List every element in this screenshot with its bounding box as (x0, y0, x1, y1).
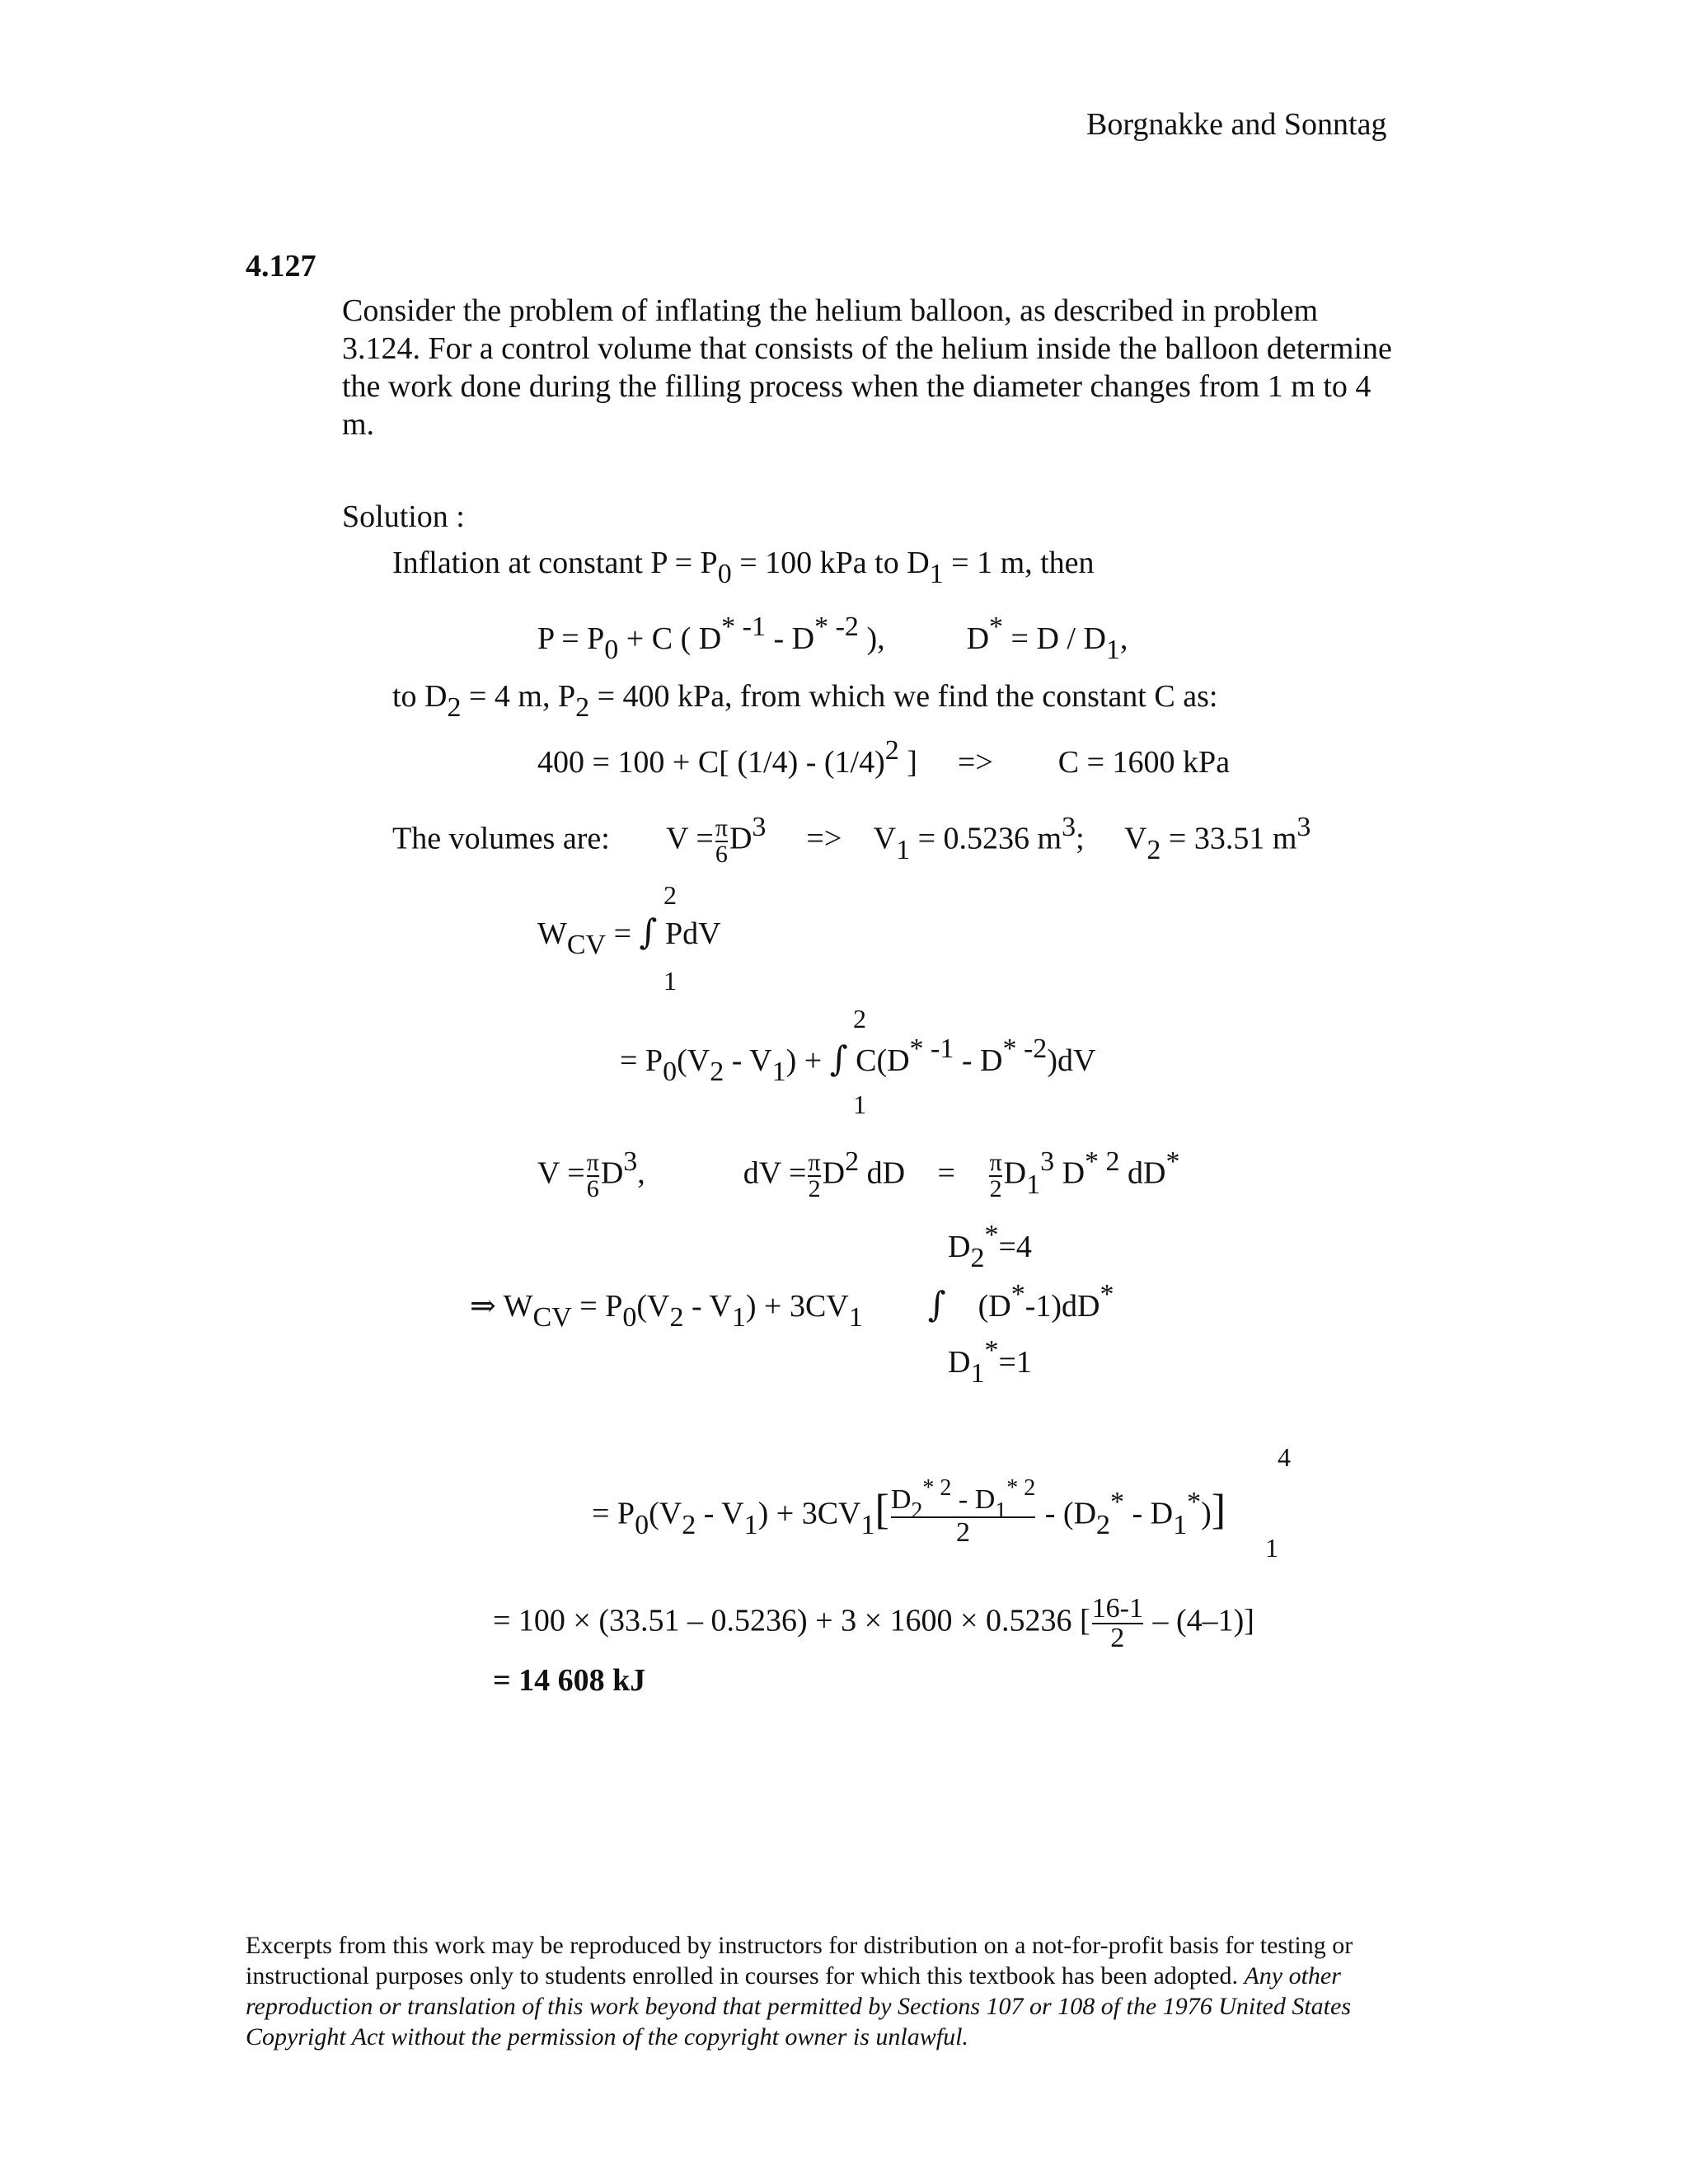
equation-work-definition: WCV = ∫ PdV (537, 912, 721, 960)
copyright-footer (246, 1930, 1449, 2052)
equation-volumes: The volumes are: V = $\frac{\pi}{6}$ D3 => V1 = 0.5236 m3; V2 = 33.51 m3 (392, 811, 1311, 868)
footer-italic-text: Any other reproduction or translation of this work beyond that permitted by Sections 107 or 108 of the 1976 United States Copyright Act without the permission of the copyright owner is unlawful. (246, 1962, 1352, 2050)
problem-number: 4.127 (246, 249, 316, 284)
solution-line-final-state: to D2 = 4 m, P2 = 400 kPa, from which we find the constant C as: (392, 679, 1218, 723)
equation-work-reduced: ⇒ WCV = P0(V2 - V1) + 3CV1 ∫ (D*-1)dD* (470, 1279, 1114, 1333)
bracket-lower-1: 1 (1265, 1533, 1278, 1563)
integral-lower-1a: 1 (663, 966, 677, 996)
problem-statement: Consider the problem of inflating the helium balloon, as described in problem 3.124. For a control volume that consists of the helium inside the balloon determine the work done during the filling process when the diameter changes from 1 m to 4 m. (342, 293, 1392, 442)
integral-lower-1b: 1 (853, 1090, 866, 1119)
equation-work-evaluated: = P0(V2 - V1) + 3CV1[ $\frac{D_2^{* 2} - D_1^{* 2}}{2}$ - (D2* - D1*)] (592, 1475, 1226, 1548)
integral-upper-d2: D2*=4 (948, 1220, 1032, 1273)
equation-pressure-relation: P = P0 + C ( D* -1 - D* -2 ), D* = D / D1, (537, 612, 1128, 665)
equation-numeric: = 100 × (33.51 – 0.5236) + 3 × 1600 × 0.5236 [ $\frac{16-1}{2}$ – (4–1)] (493, 1593, 1254, 1653)
result-work: = 14 608 kJ (493, 1663, 646, 1698)
equation-work-expanded: = P0(V2 - V1) + ∫ C(D* -1 - D* -2)dV (620, 1033, 1096, 1087)
bracket-upper-4: 4 (1278, 1442, 1291, 1472)
integral-upper-2b: 2 (853, 1004, 866, 1033)
footer-normal-text: Excerpts from this work may be reproduced by instructors for distribution on a not-for-profit basis for testing or instructional purposes only to students enrolled in courses for which this textbook has been adopted. (246, 1932, 1353, 1990)
integral-lower-d1: D1*=1 (948, 1335, 1032, 1389)
integral-upper-2a: 2 (663, 880, 677, 910)
equation-constant-c: 400 = 100 + C[ (1/4) - (1/4)2 ] => C = 1600 kPa (537, 735, 1231, 780)
header-author: Borgnakke and Sonntag (1086, 107, 1387, 142)
solution-line-inflation: Inflation at constant P = P0 = 100 kPa to D1 = 1 m, then (392, 546, 1095, 589)
solution-label: Solution : (342, 499, 465, 534)
equation-dv: V = $\frac{\pi}{6}$ D3, dV = $\frac{\pi}{2}$ D2 dD = $\frac{\pi}{2}$ D13 D* 2 dD* (537, 1146, 1180, 1202)
